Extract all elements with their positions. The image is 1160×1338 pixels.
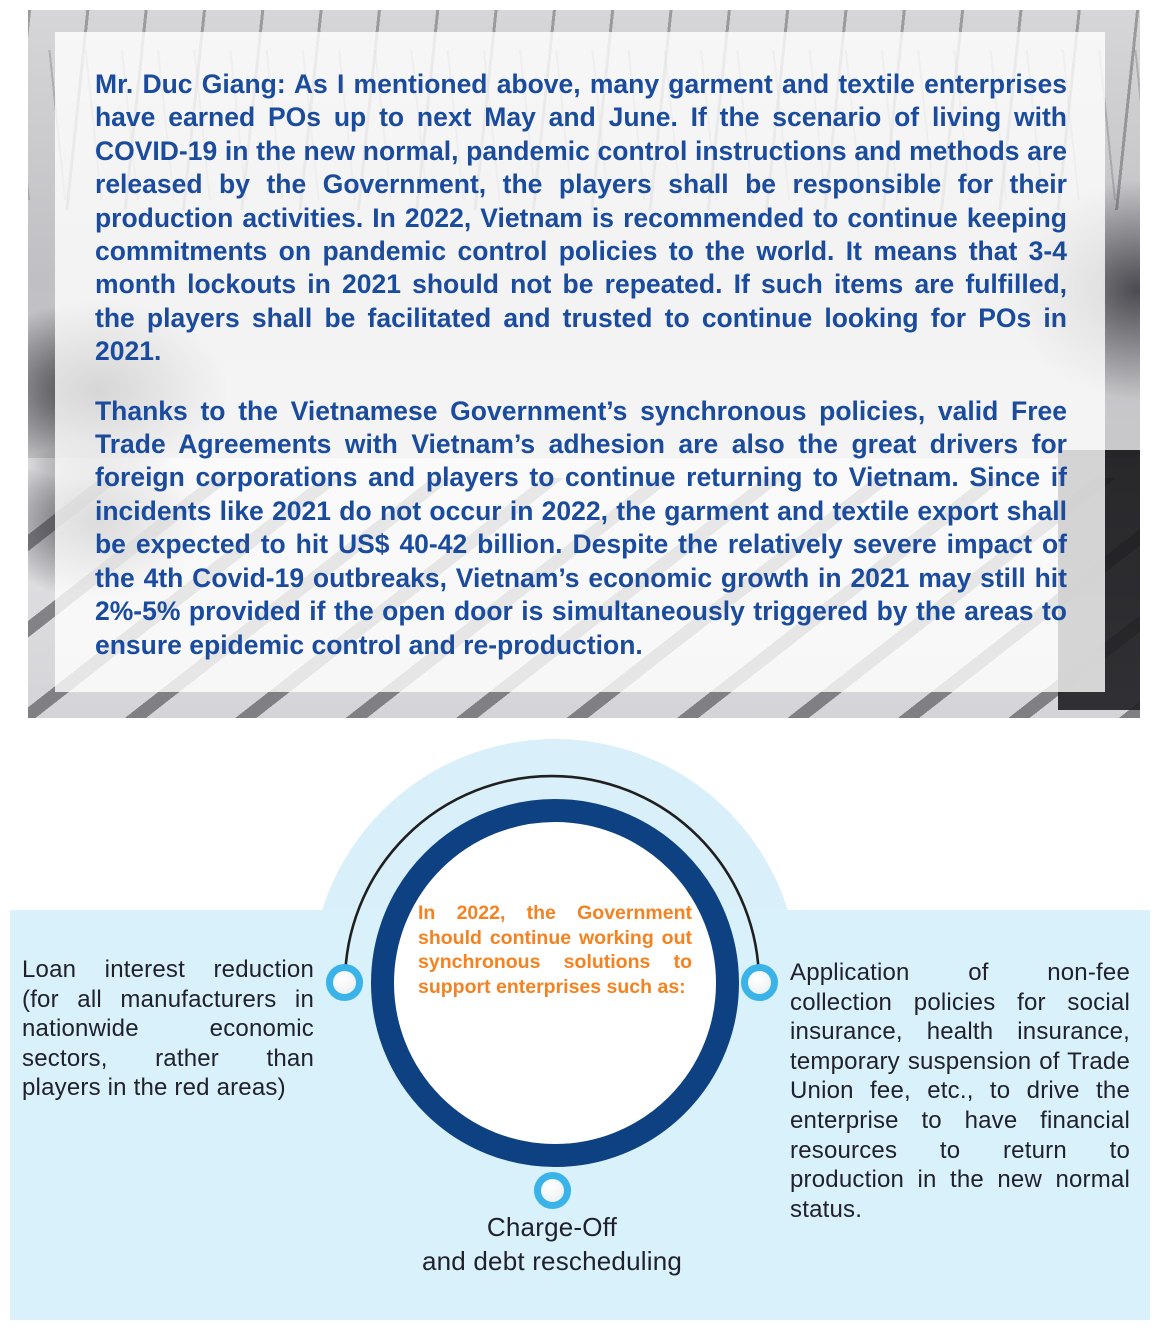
charge-off-line-2: and debt rescheduling bbox=[421, 1246, 683, 1276]
item-label-charge-off bbox=[352, 1210, 752, 1278]
center-circle-text: In 2022, the Government should continue working out synchronous solutions to support enterprises such as: bbox=[418, 902, 692, 998]
node-marker-right bbox=[741, 964, 778, 1001]
article-paragraph-1: Mr. Duc Giang: As I mentioned above, many garment and textile enterprises have earned POs up to next May and June. If the scenario of living with COVID-19 in the new normal, pandemic control instructions and methods are released by the Government, the players shall be responsible for their production activities. In 2022, Vietnam is recommended to continue keeping commitments on pandemic control policies to the world. It means that 3-4 month lockouts in 2021 should not be repeated. If such items are fulfilled, the players shall be facilitated and trusted to continue looking for POs in 2021. bbox=[95, 69, 1067, 367]
charge-off-line-1: Charge-Off bbox=[486, 1212, 618, 1242]
item-label-non-fee-policies: Application of non-fee collection policies for social insurance, health insurance, temporary suspension of Trade Union fee, etc., to drive the enterprise to have financial resources to return to production in the new normal status. bbox=[790, 959, 1130, 1223]
node-marker-left bbox=[326, 964, 363, 1001]
item-label-loan-interest: Loan interest reduction (for all manufacturers in nationwide economic sectors, rather than players in the red areas) bbox=[22, 956, 314, 1102]
article-paragraph-2: Thanks to the Vietnamese Government’s synchronous policies, valid Free Trade Agreements with Vietnam’s adhesion are also the great drivers for foreign corporations and players to continue returning to Vietnam. Since if incidents like 2021 do not occur in 2022, the garment and textile export shall be expected to hit US$ 40-42 billion. Despite the relatively severe impact of the 4th Covid-19 outbreaks, Vietnam’s economic growth in 2021 may still hit 2%-5% provided if the open door is simultaneously triggered by the areas to ensure epidemic control and re-production. bbox=[95, 395, 1067, 660]
node-marker-bottom bbox=[534, 1172, 571, 1209]
